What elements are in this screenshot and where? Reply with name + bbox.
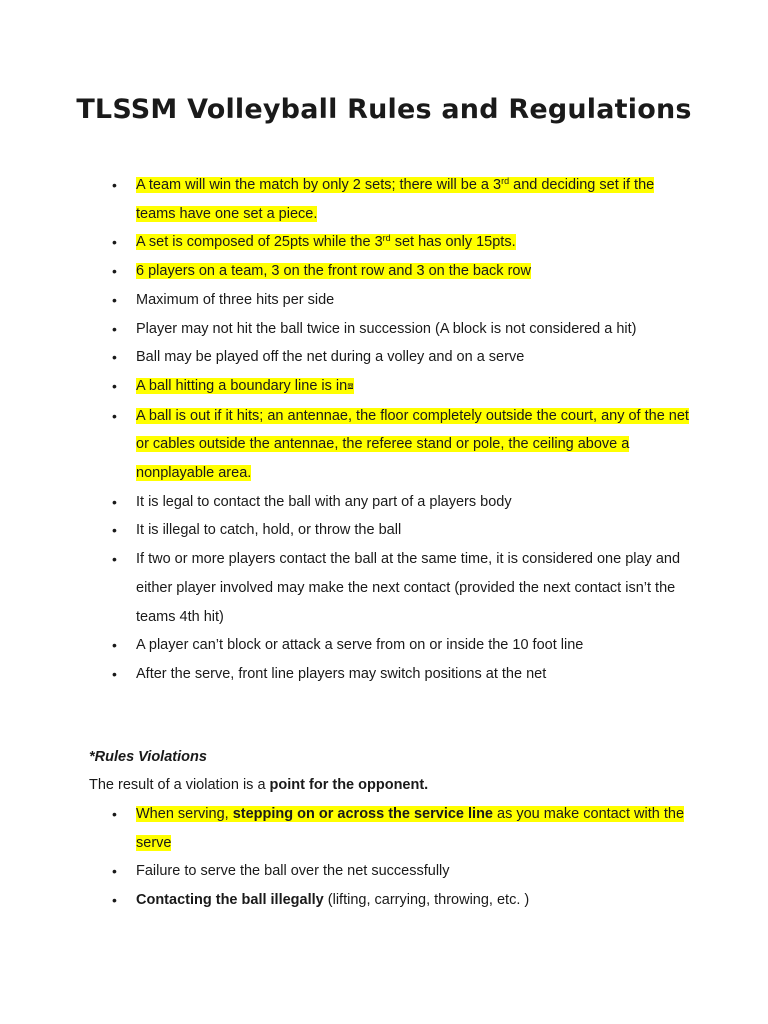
section-lead: The result of a violation is a point for the opponent. xyxy=(89,777,429,793)
highlighted-text: A team will win the match by only 2 sets; there will be a 3rd and deciding set if the teams have one set a piece. xyxy=(136,176,655,222)
highlighted-text: A set is composed of 25pts while the 3rd set has only 15pts. xyxy=(136,233,516,251)
highlighted-text: A ball hitting a boundary line is in⧈ xyxy=(136,377,354,394)
list-item xyxy=(112,228,692,257)
placeholder-glyph-icon: ⧈ xyxy=(347,380,354,392)
list-item xyxy=(112,402,692,488)
list-item xyxy=(112,800,692,857)
list-item: • A player can’t block or attack a serve from on or inside the 10 foot line xyxy=(112,631,692,660)
highlighted-text: When serving, stepping on or across the service line as you make contact with the serve xyxy=(136,806,685,851)
rules-list xyxy=(112,171,692,689)
list-item xyxy=(112,372,692,402)
list-item: • Ball may be played off the net during a volley and on a serve xyxy=(112,343,692,372)
list-item: • Maximum of three hits per side xyxy=(112,286,692,315)
list-item xyxy=(112,171,692,228)
list-item: • Contacting the ball illegally (lifting, carrying, throwing, etc. ) xyxy=(112,886,692,915)
section-heading: *Rules Violations xyxy=(89,749,207,765)
list-item: • It is illegal to catch, hold, or throw the ball xyxy=(112,516,692,545)
violations-list xyxy=(112,800,692,915)
list-item: • After the serve, front line players may switch positions at the net xyxy=(112,660,692,689)
page-title: TLSSM Volleyball Rules and Regulations xyxy=(76,94,692,125)
list-item: • Player may not hit the ball twice in succession (A block is not considered a hit) xyxy=(112,315,692,344)
list-item: • It is legal to contact the ball with any part of a players body xyxy=(112,488,692,517)
highlighted-text: 6 players on a team, 3 on the front row and 3 on the back row xyxy=(136,263,531,280)
list-item: • Failure to serve the ball over the net successfully xyxy=(112,857,692,886)
highlighted-text: A ball is out if it hits; an antennae, the floor completely outside the court, any of the net or cables outside the antennae, the referee stand or pole, the ceiling above a nonplayable area. xyxy=(136,407,689,482)
list-item: • If two or more players contact the ball at the same time, it is considered one play and either player involved may make the next contact (provided the next contact isn’t the teams 4th hit) xyxy=(112,545,692,631)
list-item xyxy=(112,257,692,286)
